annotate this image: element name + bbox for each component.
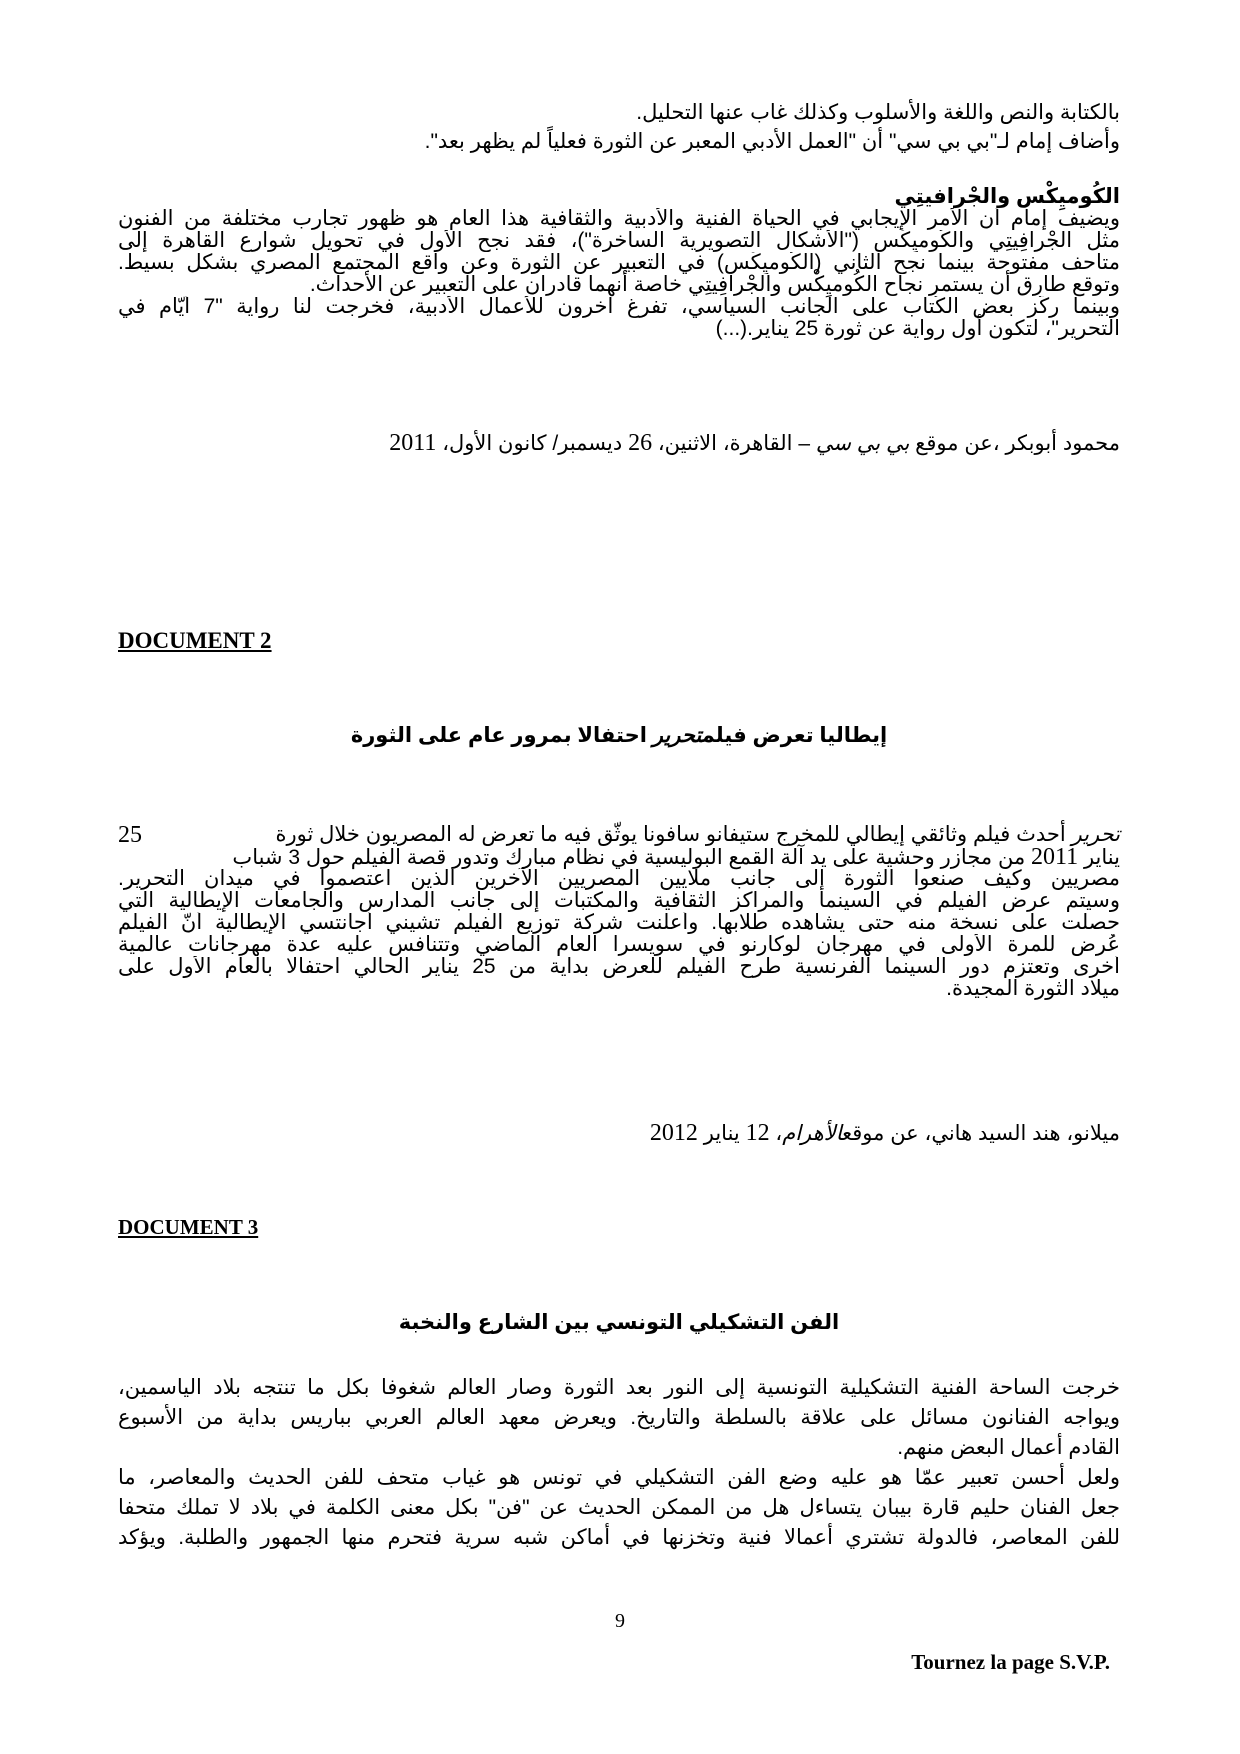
doc1-section-line: وتوقع طارق أن يستمر نجاح الكُوميِكْس والجْرافِيتِي خاصة أنهما قادران على التعبير عن الأحداث. <box>309 273 1120 296</box>
doc1-intro <box>118 102 1120 153</box>
doc2-body-line-rest: من مجازر وحشية على يد آلة القمع البوليسية في نظام مبارك وتدور قصة الفيلم حول 3 شباب <box>232 846 1032 869</box>
doc1-section-line: متاحف مفتوحة بينما نجح الثاني (الكُوميِكْس) في التعبير عن الثورة وعن واقع المجتمع المصري بشكل بسيط. <box>118 252 1120 274</box>
doc2-source-year: 2012 <box>649 1120 698 1146</box>
doc2-source-month: يناير <box>697 1122 746 1145</box>
doc1-line: بالكتابة والنص واللغة والأسلوب وكذلك غاب عنها التحليل. <box>636 101 1120 124</box>
doc2-source-day: 12 <box>745 1120 770 1146</box>
doc3-title: الفن التشكيلي التونسي بين الشارع والنخبة <box>398 1311 840 1334</box>
doc2-body-number: 25 <box>118 822 142 848</box>
doc2-body <box>118 824 1120 1000</box>
doc2-title <box>118 723 1120 748</box>
doc1-source-day: 26 <box>628 430 653 456</box>
doc3-heading: DOCUMENT 3 <box>118 1215 259 1239</box>
doc2-body-line: حصلت على نسخة منه حتى يشاهده طلابها. وأعلنت شركة توزيع الفيلم تشيني أجانتسي الإيطالية أنّ الفيلم <box>118 912 1120 934</box>
doc1-section-heading: الكُوميِكْس والجْرافيتِي <box>894 185 1120 208</box>
doc2-source <box>118 1118 1120 1148</box>
doc1-source-place: – القاهرة، الاثنين، <box>652 432 816 455</box>
page-number: 9 <box>615 1610 625 1632</box>
doc2-title-pre: إيطاليا تعرض فيلم <box>701 724 888 747</box>
doc3-body <box>118 1373 1120 1553</box>
doc1-section-line: وبينما ركّز بعض الكُتاب على الجانب السياسي، تفرغ آخرون للأعمال الأدبية، فخرجت لنا رواية "7 أيّام في <box>118 296 1120 318</box>
doc2-body-month: يناير <box>1078 846 1120 869</box>
doc1-line: وأضاف إمام لـ"بي بي سي" أن "العمل الأدبي المعبر عن الثورة فعلياً لم يظهر بعد". <box>424 130 1120 153</box>
doc3-line: ولعل أحسن تعبير عمّا هو عليه وضع الفن التشكيلي في تونس هو غياب متحف للفن الحديث والمعاصر، ما <box>118 1466 1120 1489</box>
doc1-source-month: ديسمبر/ كانون الأول، <box>436 432 629 455</box>
doc2-title-post: احتفالا بمرور عام على الثورة <box>350 724 653 747</box>
doc3-line: القادم أعمال البعض منهم. <box>897 1436 1120 1459</box>
doc2-body-line: أخرى وتعتزم دور السينما الفرنسية طرح الفيلم للعرض بداية من 25 يناير الحالي احتفالا بالعام الأول على <box>118 956 1120 978</box>
doc1-source-author: محمود أبوبكر ،عن موقع <box>909 432 1120 455</box>
doc2-body-line: ميلاد الثورة المجيدة. <box>946 977 1120 1000</box>
doc1-source-site: بي بي سي <box>815 432 910 455</box>
doc3-line: للفن المعاصر، فالدولة تشتري أعمالا فنية وتخزنها في أماكن شبه سرية فتحرم منها الجمهور والطلبة. ويؤكد <box>118 1526 1120 1549</box>
doc1-source <box>118 428 1120 458</box>
doc2-body-line: عُرض للمرة الأولى في مهرجان لوكارنو في سويسرا العام الماضي وتتنافس عليه عدة مهرجانات عالمية <box>118 934 1120 956</box>
turn-page-note: Tournez la page S.V.P. <box>911 1650 1110 1674</box>
doc1-source-year: 2011 <box>389 430 437 456</box>
doc1-section-line: مثل الجْرافِيتِي والكُوميِكْس ("الأشكال التصويرية الساخرة")، فقد نجح الأول في تحويل شوارع القاهرة إلى <box>118 230 1120 252</box>
doc2-body-line: وسيتم عرض الفيلم في السينما والمراكز الثقافية والمكتبات إلى جانب المدارس والجامعات الإيطالية التي <box>118 890 1120 912</box>
doc3-line: خرجت الساحة الفنية التشكيلية التونسية إلى النور بعد الثورة وصار العالم شغوفا بكل ما تنتجه بلاد الياسمين، <box>118 1376 1120 1399</box>
doc1-section-line: التحرير"، لتكون أول رواية عن ثورة 25 يناير.(...) <box>715 317 1120 340</box>
doc1-section <box>118 186 1120 340</box>
doc2-source-author: ميلانو، هند السيد هاني، عن موقع <box>842 1122 1120 1145</box>
doc1-section-line: ويضيف إمام أن الأمر الإيجابي في الحياة الفنية والأدبية والثقافية هذا العام هو ظهور تجارب مختلفة من الفنون <box>118 208 1120 230</box>
doc3-line: جعل الفنان حليم قارة بيبان يتساءل هل من الممكن الحديث عن "فن" بكل معنى الكلمة في بلاد لا تملك متحفا <box>118 1496 1120 1519</box>
doc2-heading: DOCUMENT 2 <box>118 628 272 653</box>
doc2-body-line-rest: أحدث فيلم وثائقي إيطالي للمخرج ستيفانو سافونا يوثّق فيه ما تعرض له المصريون خلال ثورة <box>275 823 1072 846</box>
doc2-body-line: مصريين وكيف صنعوا الثورة إلى جانب ملايين المصريين الآخرين الذين اعتصموا في ميدان التحرير. <box>118 868 1120 890</box>
doc2-body-year: 2011 <box>1031 844 1079 870</box>
doc2-title-film: تحرير <box>652 724 702 747</box>
doc2-source-sep: ، <box>769 1122 783 1145</box>
doc2-source-site: الأهرام <box>782 1122 843 1145</box>
doc3-line: ويواجه الفنانون مسائل على علاقة بالسلطة والتاريخ. ويعرض معهد العالم العربي بباريس بداية من الأسبوع <box>118 1406 1120 1429</box>
doc2-body-film: تحرير <box>1071 823 1120 846</box>
